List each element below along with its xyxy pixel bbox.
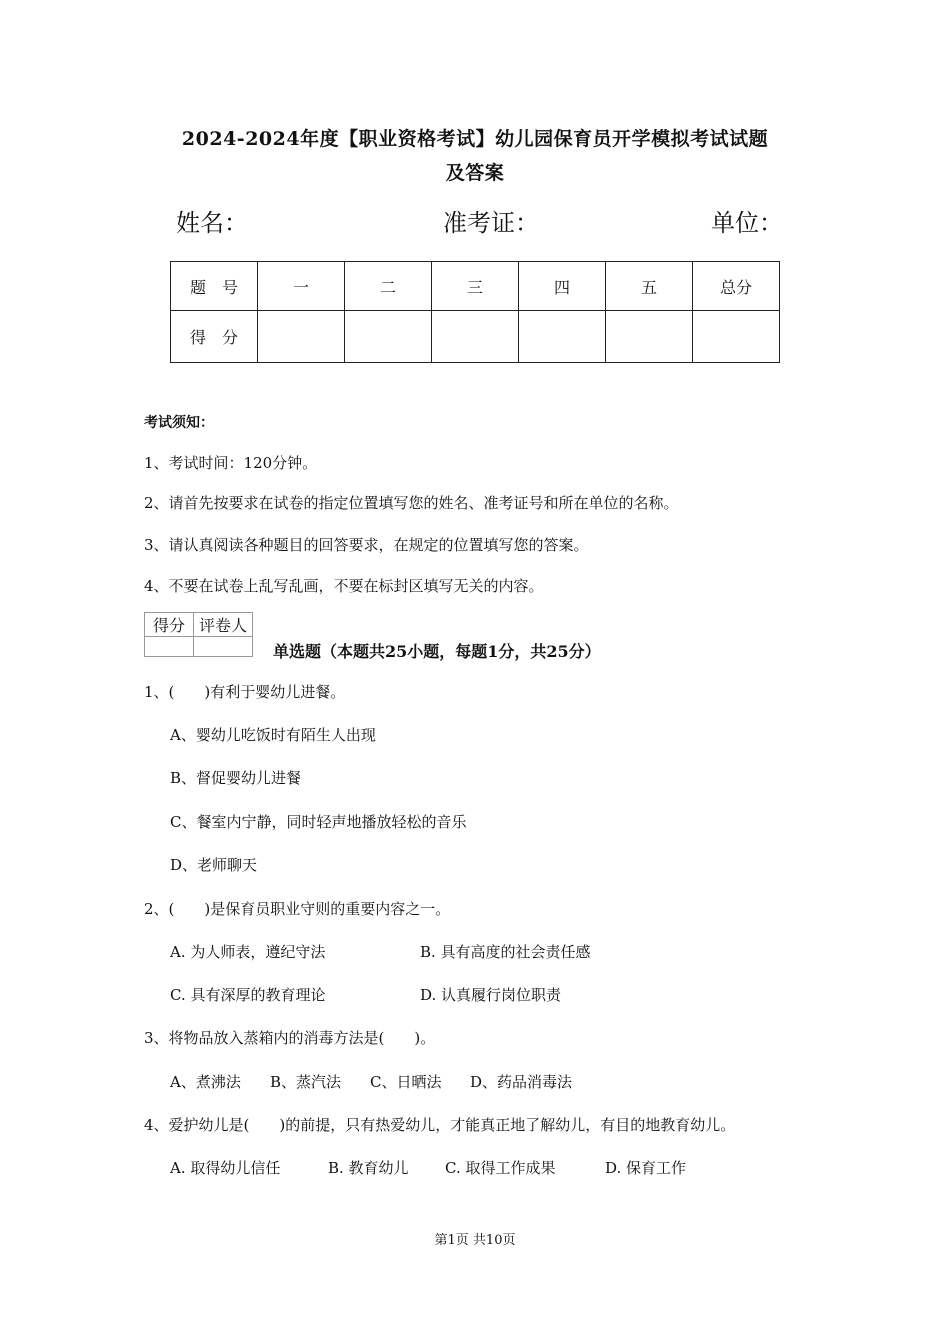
question-option: A. 取得幼儿信任 [170, 1159, 281, 1177]
score-table-header-5: 五 [606, 262, 693, 311]
question-stem: 4、爱护幼儿是( )的前提，只有热爱幼儿，才能真正地了解幼儿，有目的地教育幼儿。 [144, 1116, 736, 1134]
score-cell [258, 311, 345, 363]
question-option: D. 认真履行岗位职责 [420, 986, 562, 1004]
question-option: C、餐室内宁静，同时轻声地播放轻松的音乐 [170, 813, 467, 831]
score-table-header-4: 四 [519, 262, 606, 311]
notice-item: 2、请首先按要求在试卷的指定位置填写您的姓名、准考证号和所在单位的名称。 [144, 494, 679, 512]
notice-item: 4、不要在试卷上乱写乱画，不要在标封区填写无关的内容。 [144, 577, 544, 595]
question-option: C. 取得工作成果 [445, 1159, 556, 1177]
document-title-line1: 2024-2024年度【职业资格考试】幼儿园保育员开学模拟考试试题 [181, 128, 769, 150]
page-footer: 第1页 共10页 [434, 1233, 516, 1248]
notice-item: 3、请认真阅读各种题目的回答要求，在规定的位置填写您的答案。 [144, 536, 589, 554]
question-option: A、煮沸法 [170, 1073, 241, 1091]
question-option: B、蒸汽法 [270, 1073, 342, 1091]
score-cell-total [693, 311, 780, 363]
document-title-line2: 及答案 [445, 162, 505, 184]
score-table [170, 261, 780, 363]
notice-item: 1、考试时间：120分钟。 [144, 454, 318, 472]
score-table-header-total: 总分 [693, 262, 780, 311]
question-option: B. 教育幼儿 [328, 1159, 409, 1177]
unit-label: 单位： [711, 209, 783, 237]
exam-id-label: 准考证： [443, 209, 539, 237]
name-label: 姓名： [176, 209, 248, 237]
question-option: B、督促婴幼儿进餐 [170, 769, 302, 787]
notice-title: 考试须知： [144, 415, 214, 431]
question-stem: 2、( )是保育员职业守则的重要内容之一。 [144, 900, 451, 918]
grader-reviewer-cell [194, 637, 253, 657]
question-stem: 1、( )有利于婴幼儿进餐。 [144, 683, 346, 701]
grader-box [144, 612, 253, 657]
score-cell [519, 311, 606, 363]
question-option: C、日晒法 [370, 1073, 442, 1091]
question-option: D、药品消毒法 [470, 1073, 573, 1091]
grader-reviewer-label: 评卷人 [194, 613, 253, 637]
question-option: C. 具有深厚的教育理论 [170, 986, 326, 1004]
section-title: 单选题（本题共25小题，每题1分，共25分） [273, 642, 601, 661]
question-option: B. 具有高度的社会责任感 [420, 943, 591, 961]
score-table-row-label: 得 分 [171, 311, 258, 363]
score-cell [345, 311, 432, 363]
question-option: D. 保育工作 [605, 1159, 687, 1177]
score-table-header-label: 题 号 [171, 262, 258, 311]
grader-score-label: 得分 [145, 613, 194, 637]
grader-score-cell [145, 637, 194, 657]
score-cell [606, 311, 693, 363]
score-table-header-2: 二 [345, 262, 432, 311]
score-table-header-1: 一 [258, 262, 345, 311]
question-option: A. 为人师表，遵纪守法 [170, 943, 326, 961]
score-table-header-3: 三 [432, 262, 519, 311]
question-stem: 3、将物品放入蒸箱内的消毒方法是( )。 [144, 1029, 436, 1047]
question-option: A、婴幼儿吃饭时有陌生人出现 [170, 726, 376, 744]
score-cell [432, 311, 519, 363]
question-option: D、老师聊天 [170, 856, 258, 874]
